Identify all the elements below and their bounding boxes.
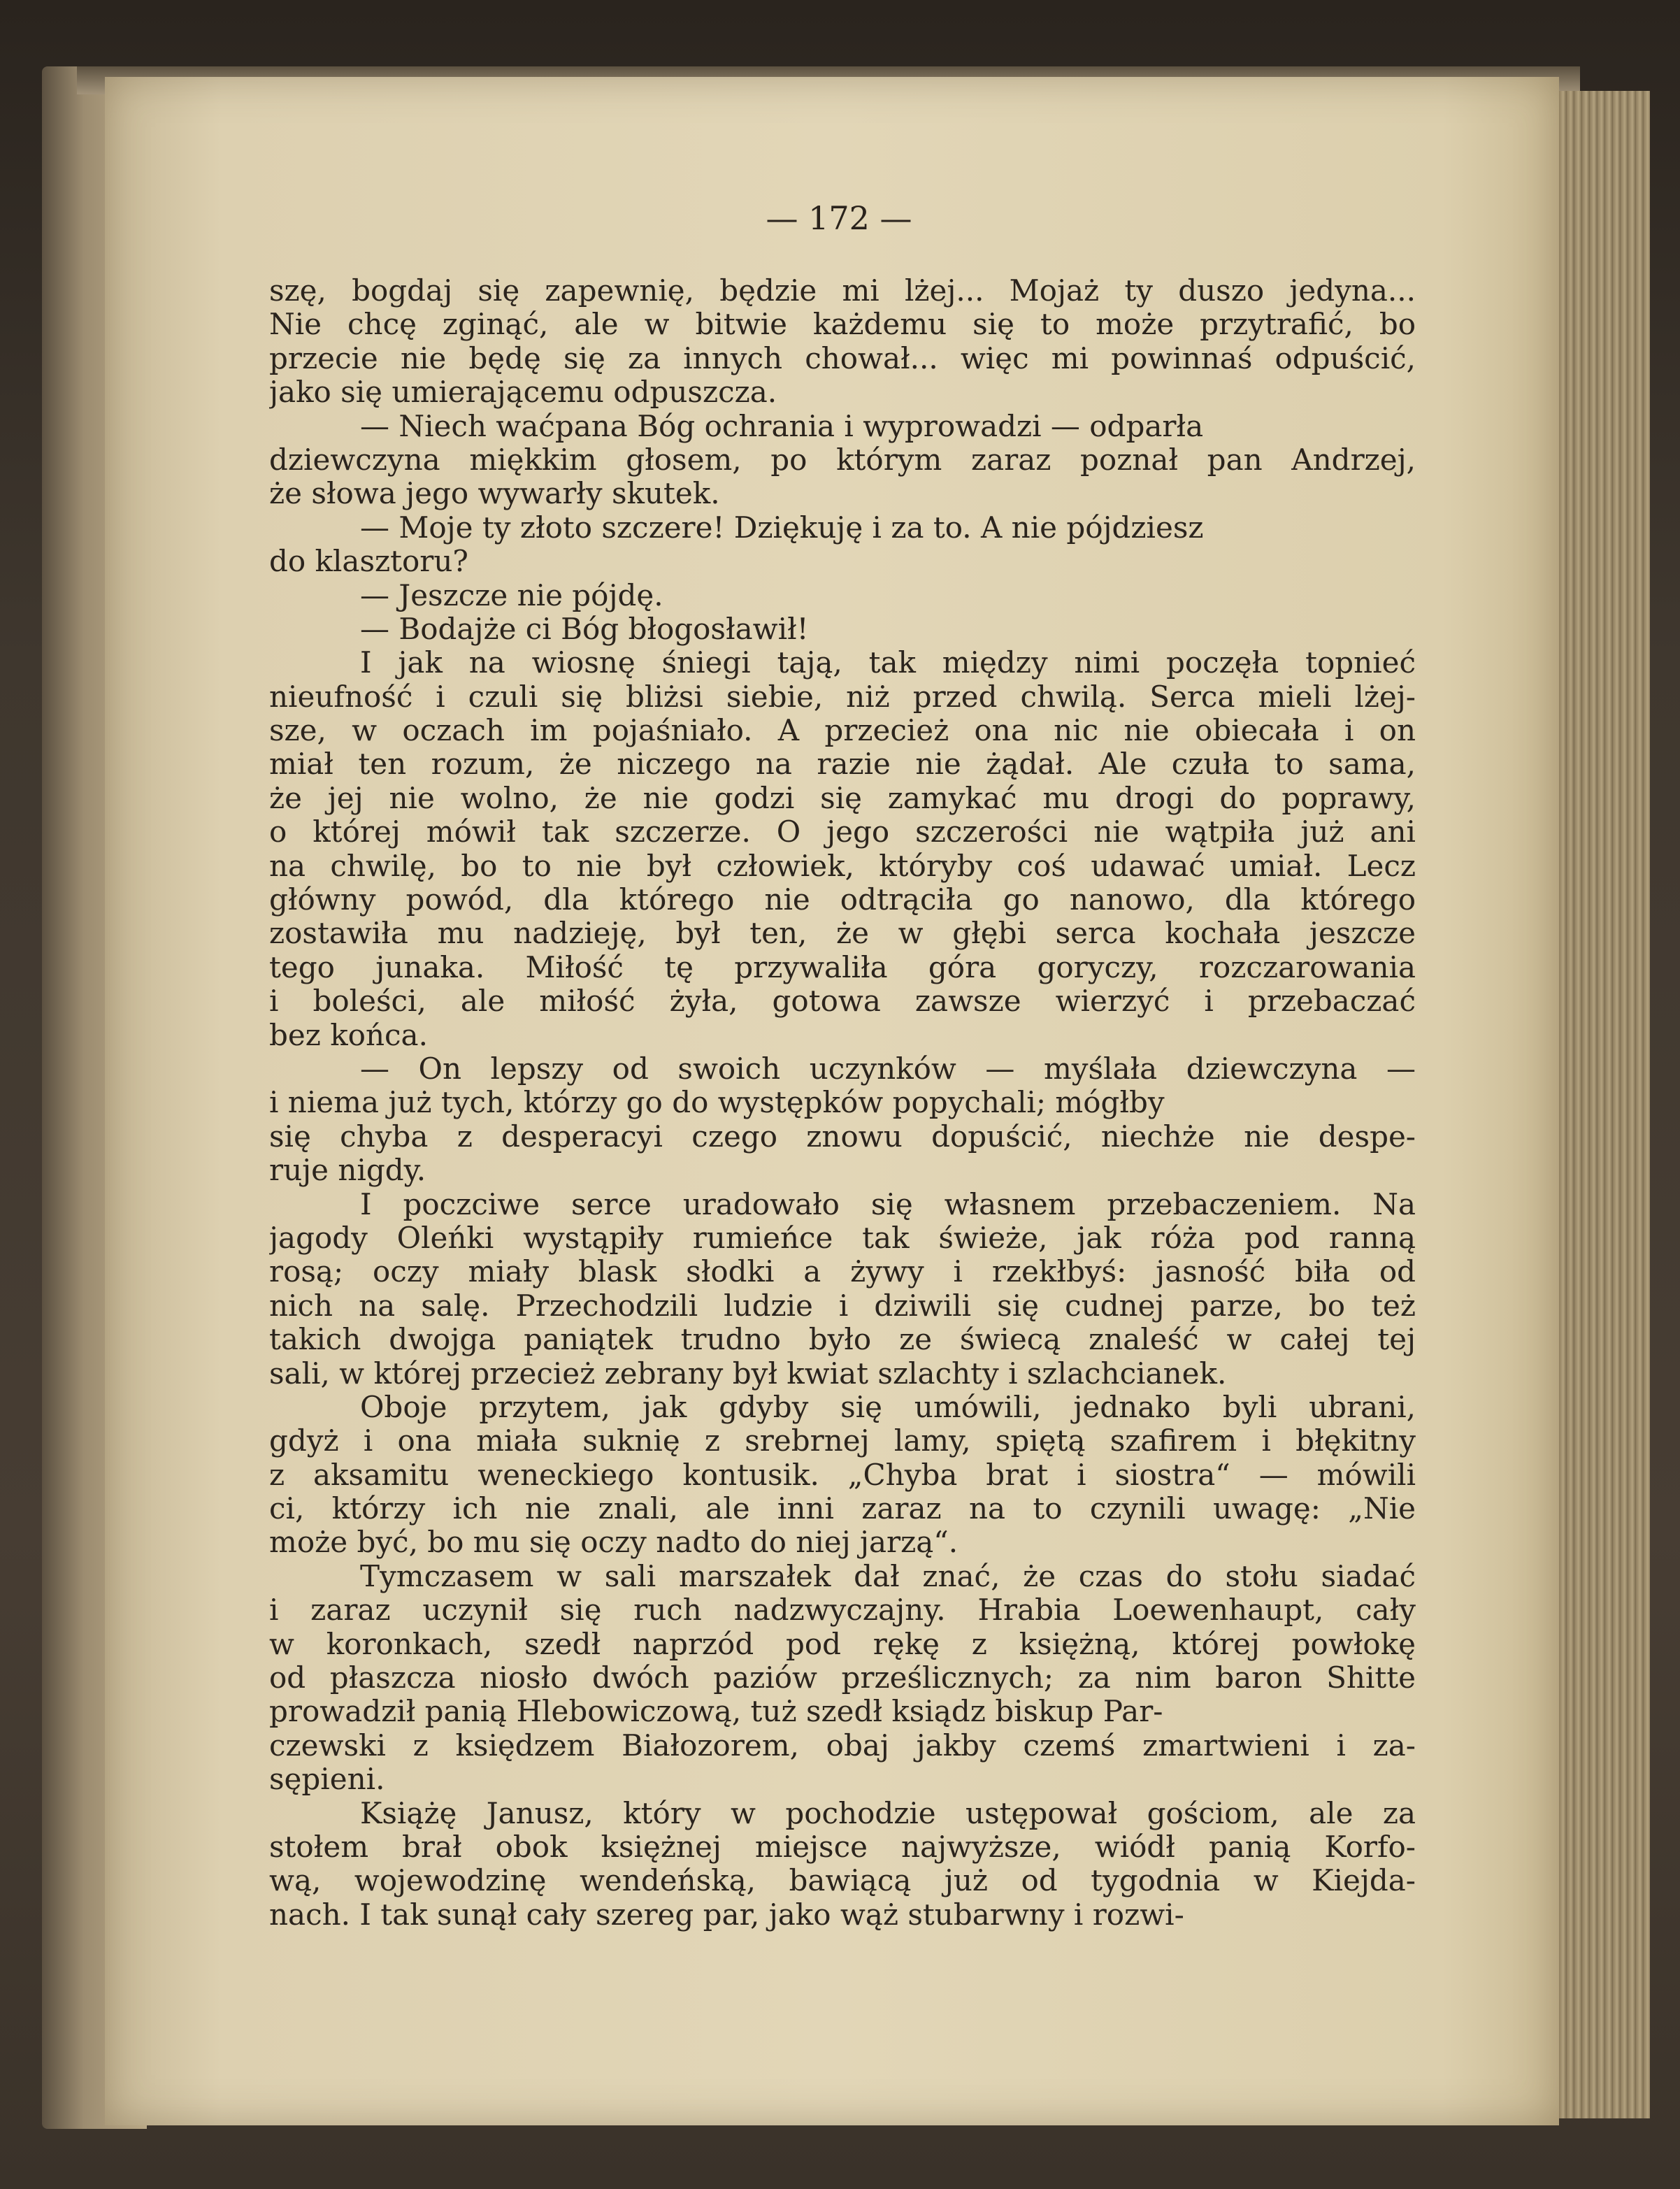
text-line: główny powód, dla którego nie odtrąciła go nanowo, dla którego <box>269 883 1416 917</box>
text-line: Tymczasem w sali marszałek dał znać, że czas do stołu siadać <box>360 1559 1416 1593</box>
text-line: — Bodajże ci Bóg błogosławił! <box>360 612 809 646</box>
text-line: rosą; oczy miały blask słodki a żywy i rzekłbyś: jasność biła od <box>269 1255 1416 1289</box>
text-line: — Niech waćpana Bóg ochrania i wyprowadzi — odparła <box>360 409 1204 443</box>
text-line: że jej nie wolno, że nie godzi się zamykać mu drogi do poprawy, <box>269 781 1416 815</box>
text-line: stołem brał obok księżnej miejsce najwyższe, wiódł panią Korfo- <box>269 1830 1416 1864</box>
text-line: na chwilę, bo to nie był człowiek, któryby coś udawać umiał. Lecz <box>269 849 1416 883</box>
text-line: tego junaka. Miłość tę przywaliła góra goryczy, rozczarowania <box>269 950 1416 984</box>
text-line: z aksamitu weneckiego kontusik. „Chyba brat i siostra“ — mówili <box>269 1458 1416 1492</box>
page-number: — 172 — <box>766 199 912 237</box>
text-line: wą, wojewodzinę wendeńską, bawiącą już od tygodnia w Kiejda- <box>269 1864 1416 1898</box>
text-line: sze, w oczach im pojaśniało. A przecież ona nic nie obiecała i on <box>269 714 1416 748</box>
text-line: gdyż i ona miała suknię z srebrnej lamy, spiętą szafirem i błękitny <box>269 1424 1416 1458</box>
text-line: nieufność i czuli się bliżsi siebie, niż przed chwilą. Serca mieli lżej- <box>269 680 1416 714</box>
text-line: bez końca. <box>269 1018 428 1052</box>
text-line: do klasztoru? <box>269 545 468 579</box>
text-line: — Jeszcze nie pójdę. <box>360 578 663 612</box>
text-line: jako się umierającemu odpuszcza. <box>269 375 777 410</box>
text-line: I jak na wiosnę śniegi tają, tak między nimi poczęła topnieć <box>360 646 1416 680</box>
text-line: jagody Oleńki wystąpiły rumieńce tak świeże, jak róża pod ranną <box>269 1221 1416 1255</box>
text-line: Nie chcę zginąć, ale w bitwie każdemu się to może przytrafić, bo <box>269 308 1416 342</box>
text-line: — On lepszy od swoich uczynków — myślała dziewczyna — <box>360 1052 1416 1086</box>
text-line: zostawiła mu nadzieję, był ten, że w głębi serca kochała jeszcze <box>269 917 1416 951</box>
text-line: Oboje przytem, jak gdyby się umówili, jednako byli ubrani, <box>360 1390 1416 1424</box>
text-line: dziewczyna miękkim głosem, po którym zaraz poznał pan Andrzej, <box>269 443 1416 477</box>
text-line: miał ten rozum, że niczego na razie nie żądał. Ale czuła to sama, <box>269 747 1416 782</box>
text-line: od płaszcza niosło dwóch paziów prześlicznych; za nim baron Shitte <box>269 1661 1416 1695</box>
text-line: i zaraz uczynił się ruch nadzwyczajny. Hrabia Loewenhaupt, cały <box>269 1593 1416 1628</box>
text-line: I poczciwe serce uradowało się własnem przebaczeniem. Na <box>360 1187 1416 1221</box>
text-line: że słowa jego wywarły skutek. <box>269 477 720 511</box>
text-line: ci, którzy ich nie znali, ale inni zaraz na to czynili uwagę: „Nie <box>269 1492 1416 1526</box>
text-line: nich na salę. Przechodzili ludzie i dziwili się cudnej parze, bo też <box>269 1289 1416 1323</box>
page-stack-right <box>1559 91 1650 2118</box>
page-text <box>269 274 1416 1932</box>
text-line: czewski z księdzem Białozorem, obaj jakby czemś zmartwieni i za- <box>269 1728 1416 1763</box>
text-line: takich dwojga paniątek trudno było ze świecą znaleść w całej tej <box>269 1323 1416 1357</box>
text-line: przecie nie będę się za innych chował... więc mi powinnaś odpuścić, <box>269 341 1416 375</box>
text-line: ruje nigdy. <box>269 1154 426 1188</box>
text-line: sali, w której przecież zebrany był kwiat szlachty i szlachcianek. <box>269 1356 1227 1391</box>
text-line: nach. I tak sunął cały szereg par, jako wąż stubarwny i rozwi- <box>269 1897 1184 1932</box>
text-line: szę, bogdaj się zapewnię, będzie mi lżej... Mojaż ty duszo jedyna... <box>269 274 1416 308</box>
text-line: sępieni. <box>269 1763 385 1797</box>
text-line: Książę Janusz, który w pochodzie ustępował gościom, ale za <box>360 1796 1416 1830</box>
text-line: prowadził panią Hlebowiczową, tuż szedł ksiądz biskup Par- <box>269 1695 1163 1729</box>
text-line: i niema już tych, którzy go do występków popychali; mógłby <box>269 1086 1165 1120</box>
text-line: i boleści, ale miłość żyła, gotowa zawsze wierzyć i przebaczać <box>269 984 1416 1019</box>
text-line: o której mówił tak szczerze. O jego szczerości nie wątpiła już ani <box>269 815 1416 849</box>
text-line: się chyba z desperacyi czego znowu dopuścić, niechże nie despe- <box>269 1119 1416 1154</box>
text-line: może być, bo mu się oczy nadto do niej jarzą“. <box>269 1526 959 1560</box>
text-line: — Moje ty złoto szczere! Dziękuję i za to. A nie pójdziesz <box>360 510 1204 545</box>
text-line: w koronkach, szedł naprzód pod rękę z księżną, której powłokę <box>269 1627 1416 1661</box>
